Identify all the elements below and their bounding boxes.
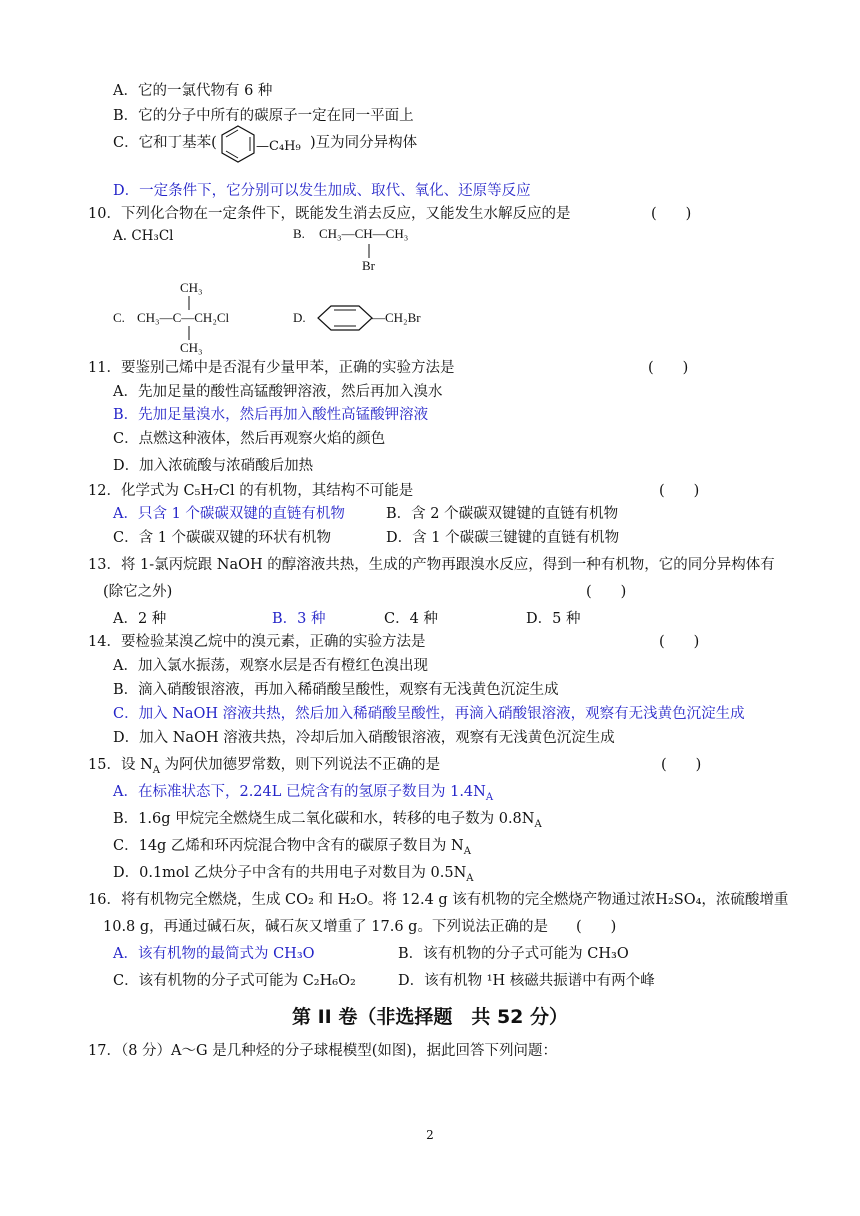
q13-stem-continued: (除它之外) [103,584,173,600]
q15-option-d: D．0.1mol 乙炔分子中含有的共用电子对数目为 $0.5N_A$ [113,865,474,884]
q12-option-d: D．含 1 个碳碳三键键的直链有机物 [386,530,620,546]
q12-stem: 12．化学式为 C₅H₇Cl 的有机物，其结构不可能是 [88,483,414,499]
q14-option-c: C．加入 NaOH 溶液共热，然后加入稀硝酸呈酸性，再滴入硝酸银溶液，观察有无浅黄色沉淀生成 [113,706,745,722]
q9-option-d: D．一定条件下，它分别可以发生加成、取代、氧化、还原等反应 [113,183,531,199]
q17-stem: 17．（8 分）A～G 是几种烃的分子球棍模型(如图)，据此回答下列问题： [88,1043,558,1059]
q10-option-d-label: D. [293,310,306,325]
q9-option-c-suffix: )互为同分异构体 [310,135,418,151]
q12-option-c: C．含 1 个碳碳双键的环状有机物 [113,530,332,546]
q14-option-d: D．加入 NaOH 溶液共热，冷却后加入硝酸银溶液，观察有无浅黄色沉淀生成 [113,730,615,746]
q15-option-c: C．14g 乙烯和环丙烷混合物中含有的碳原子数目为 $N_A$ [113,838,471,857]
q16-option-b: B．该有机物的分子式可能为 CH₃O [398,946,629,962]
q10-option-b-formula: CH₃—CH—CH₃ [319,226,409,241]
q11-option-a: A．先加足量的酸性高锰酸钾溶液，然后再加入溴水 [113,384,443,400]
q10-option-c-label: C. [113,310,125,325]
q14-answer-blank: ( ) [659,634,700,650]
q10-option-b-label: B. [293,226,305,241]
benzene-ring-icon [317,305,373,331]
q16-option-a: A．该有机物的最简式为 CH₃O [113,946,315,962]
q12-option-a: A．只含 1 个碳碳双键的直链有机物 [113,506,345,522]
q9-option-a: A．它的一氯代物有 6 种 [113,83,273,99]
q13-option-b: B．3 种 [272,611,326,627]
q14-option-a: A．加入氯水振荡，观察水层是否有橙红色溴出现 [113,658,428,674]
q13-option-a: A．2 种 [113,611,167,627]
q16-option-c: C．该有机物的分子式可能为 C₂H₆O₂ [113,973,356,989]
q15-stem: 15．设 $N_A$ 为阿伏加德罗常数，则下列说法不正确的是 [88,757,441,776]
q13-answer-blank: ( ) [586,584,627,600]
q10-answer-blank: ( ) [651,206,692,222]
q11-option-c: C．点燃这种液体，然后再观察火焰的颜色 [113,431,386,447]
q10-stem: 10．下列化合物在一定条件下，既能发生消去反应，又能发生水解反应的是 [88,206,571,222]
butyl-group-label: —C₄H₉ [256,139,301,154]
q10-option-c-structure [113,280,273,360]
benzene-ring-icon [218,124,258,164]
q12-answer-blank: ( ) [659,483,700,499]
q14-stem: 14．要检验某溴乙烷中的溴元素，正确的实验方法是 [88,634,426,650]
q10-option-b-br: Br [362,258,375,273]
q15-answer-blank: ( ) [661,757,702,773]
page-number: 2 [426,1128,434,1142]
q10-option-d-substituent-wrap [372,310,452,330]
q13-option-d: D．5 种 [526,611,581,627]
q13-option-c: C．4 种 [384,611,438,627]
q15-option-b: B．1.6g 甲烷完全燃烧生成二氧化碳和水，转移的电子数为 $0.8N_A$ [113,811,542,830]
q9-option-c-prefix: C．它和丁基苯( [113,135,217,151]
q10-option-a: A. CH₃Cl [113,228,174,244]
q13-stem: 13．将 1-氯丙烷跟 NaOH 的醇溶液共热，生成的产物再跟溴水反应，得到一种有机物，它的同分异构体有 [88,557,775,573]
q15-option-a: A．在标准状态下，2.24L 已烷含有的氢原子数目为 $1.4N_A$ [113,784,494,803]
q10-option-d-substituent: —CH₂Br [372,310,421,325]
q16-stem: 16．将有机物完全燃烧，生成 CO₂ 和 H₂O。将 12.4 g 该有机物的完全燃烧产物通过浓H₂SO₄，浓硫酸增重 [88,892,789,908]
q10-option-b-structure [293,226,453,276]
q11-answer-blank: ( ) [648,360,689,376]
q11-option-b: B．先加足量溴水，然后再加入酸性高锰酸钾溶液 [113,407,429,423]
q11-option-d: D．加入浓硫酸与浓硝酸后加热 [113,458,314,474]
q11-stem: 11．要鉴别己烯中是否混有少量甲苯，正确的实验方法是 [88,360,455,376]
q9-option-b: B．它的分子中所有的碳原子一定在同一平面上 [113,108,414,124]
q16-stem-continued: 10.8 g，再通过碱石灰，碱石灰又增重了 17.6 g。下列说法正确的是 [103,919,548,935]
q14-option-b: B．滴入硝酸银溶液，再加入稀硝酸呈酸性，观察有无浅黄色沉淀生成 [113,682,559,698]
section-title: 第 II 卷（非选择题 共 52 分） [291,1006,569,1028]
q16-option-d: D．该有机物 ¹H 核磁共振谱中有两个峰 [398,973,655,989]
q16-answer-blank: ( ) [576,919,617,935]
q12-option-b: B．含 2 个碳碳双键键的直链有机物 [386,506,619,522]
q10-option-c-bottom-methyl: CH₃ [180,340,203,355]
q10-option-c-formula: CH₃—C—CH₂Cl [137,310,230,325]
q10-option-c-top-methyl: CH₃ [180,280,203,295]
